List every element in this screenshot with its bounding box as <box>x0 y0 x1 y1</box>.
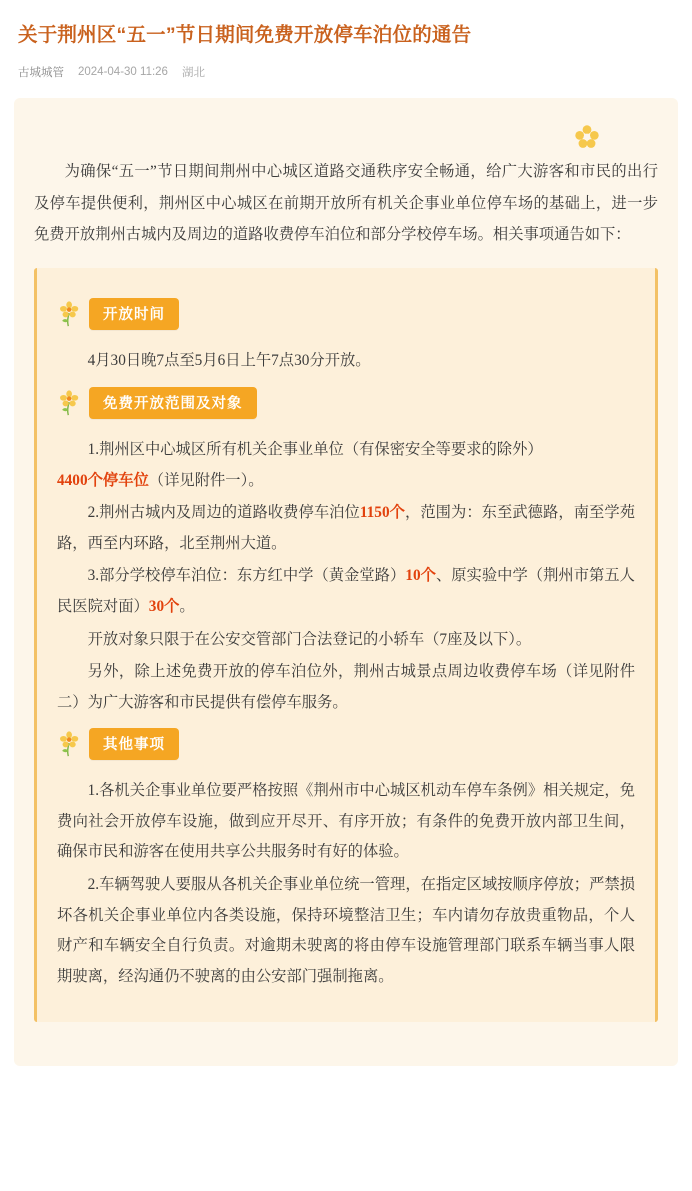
section-heading <box>59 728 639 760</box>
meta-region: 湖北 <box>181 67 205 80</box>
highlight-number: 30个 <box>148 597 180 615</box>
section-label: 其他事项 <box>89 728 179 760</box>
article-meta <box>18 64 674 80</box>
paragraph-text: ，范围为：东至武德路，南至学苑路，西至内环路，北至荆州大道。 <box>57 504 635 552</box>
meta-timestamp: 2024-04-30 11:26 <box>78 66 168 79</box>
meta-source: 古城城管 <box>18 67 64 80</box>
article-body <box>14 98 678 1066</box>
flower-icon <box>59 731 81 757</box>
article-header <box>0 0 692 80</box>
paragraph-text: 1.荆州区中心城区所有机关企事业单位（有保密安全等要求的除外） <box>87 440 543 458</box>
paragraph: 2.车辆驾驶人要服从各机关企事业单位统一管理，在指定区域按顺序停放；严禁损坏各机关企事业单位内各类设施，保持环境整洁卫生；车内请勿存放贵重物品，个人财产和车辆安全自行负责。对逾期未驶离的将由停车设施管理部门联系车辆当事人限期驶离，经沟通仍不驶离的由公安部门强制拖离。 <box>57 876 635 985</box>
paragraph-text: 3.部分学校停车泊位：东方红中学（黄金堂路） <box>87 567 406 585</box>
section-free-scope <box>53 387 639 718</box>
intro-paragraph: 为确保“五一”节日期间荆州中心城区道路交通秩序安全畅通，给广大游客和市民的出行及停车提供便利，荆州区中心城区在前期开放所有机关企事业单位停车场的基础上，进一步免费开放荆州古城内及周边的道路收费停车泊位和部分学校停车场。相关事项通告如下： <box>34 163 658 243</box>
highlight-number: 10个 <box>405 567 436 585</box>
notice-sections <box>34 268 658 1022</box>
paragraph: 1.各机关企事业单位要严格按照《荆州市中心城区机动车停车条例》相关规定，免费向社会开放停车设施，做到应开尽开、有序开放；有条件的免费开放内部卫生间，确保市民和游客在使用共享公共服务时有好的体验。 <box>57 782 635 861</box>
section-other-matters <box>53 728 639 992</box>
paragraph-text: 。 <box>179 597 195 615</box>
section-open-time <box>53 298 639 377</box>
paragraph: 另外，除上述免费开放的停车泊位外，荆州古城景点周边收费停车场（详见附件二）为广大游客和市民提供有偿停车服务。 <box>57 663 635 711</box>
paragraph <box>57 498 635 559</box>
paragraph-text: 2.荆州古城内及周边的道路收费停车泊位 <box>87 504 360 522</box>
paragraph-text: 、原实验中学（荆州市第五人民医院对面） <box>57 567 635 615</box>
paragraph: 开放对象只限于在公安交管部门合法登记的小轿车（7座及以下）。 <box>87 630 532 648</box>
highlight-number: 1150个 <box>359 504 405 522</box>
section-heading <box>59 387 639 419</box>
section-label: 开放时间 <box>89 298 179 330</box>
paragraph: 4月30日晚7点至5月6日上午7点30分开放。 <box>87 352 371 370</box>
section-heading <box>59 298 639 330</box>
spacer <box>34 1022 658 1040</box>
page-title: 关于荆州区“五一”节日期间免费开放停车泊位的通告 <box>18 24 472 46</box>
highlight-number: 4400个停车位 <box>57 471 149 489</box>
section-label: 免费开放范围及对象 <box>89 387 257 419</box>
flower-icon <box>59 390 81 416</box>
paragraph-text: （详见附件一）。 <box>148 471 264 489</box>
flower-icon <box>59 301 81 327</box>
paragraph <box>57 561 635 622</box>
flower-icon <box>574 124 600 150</box>
paragraph <box>57 435 635 496</box>
